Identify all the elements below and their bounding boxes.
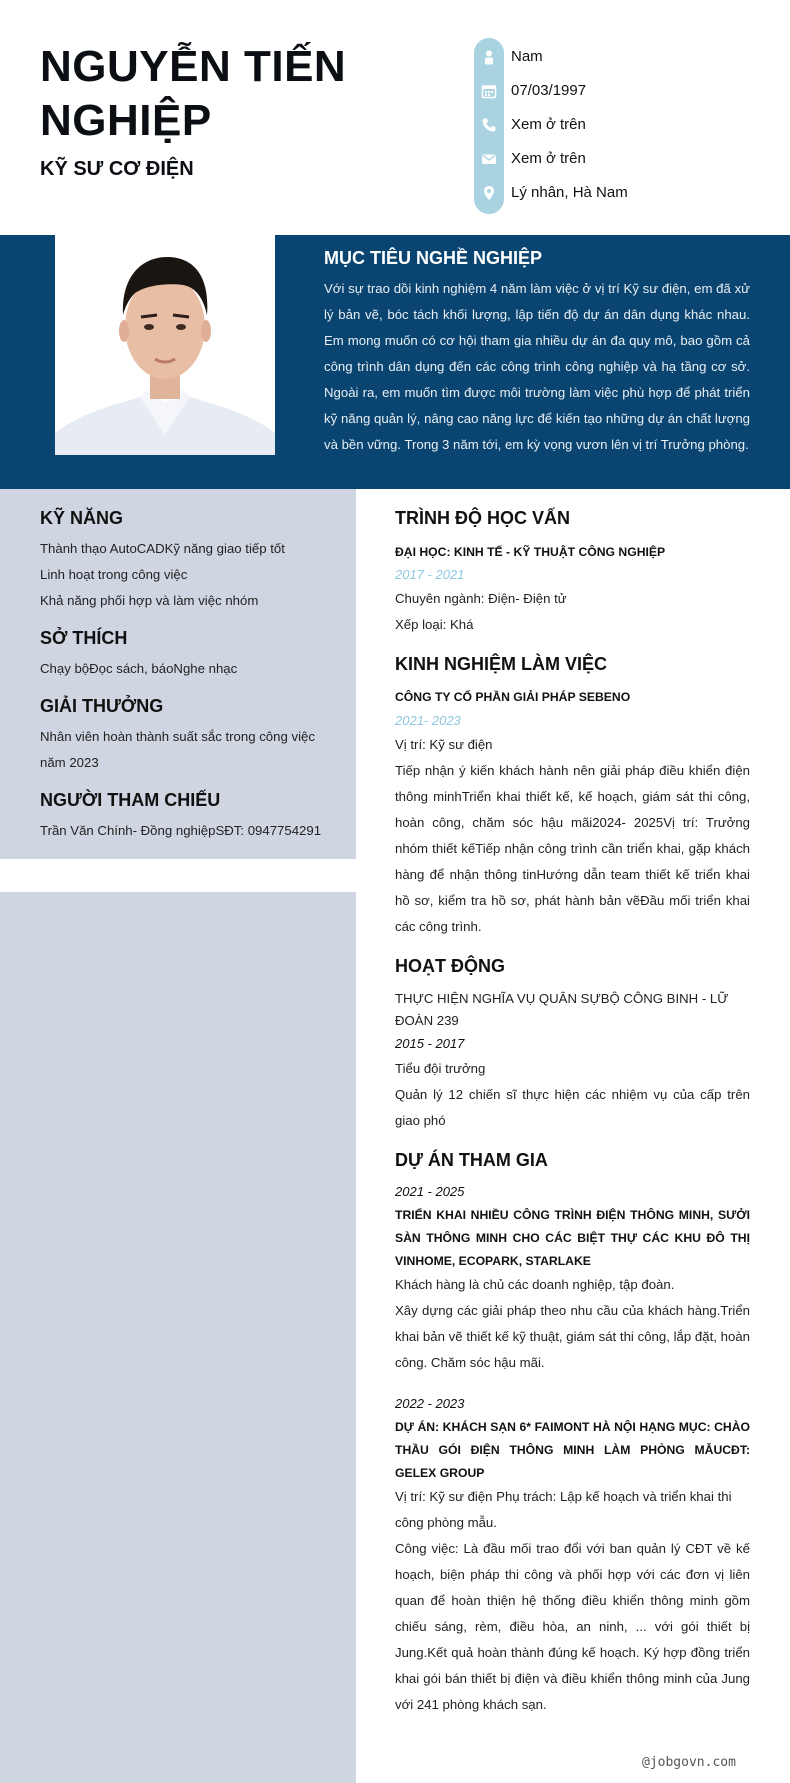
project-client: Khách hàng là chủ các doanh nghiệp, tập đoàn. (395, 1277, 675, 1292)
contact-birthdate: 07/03/1997 (511, 82, 587, 99)
project-title: TRIỂN KHAI NHIỀU CÔNG TRÌNH ĐIỆN THÔNG MINH, SƯỞI SÀN THÔNG MINH CHO CÁC BIỆT THỰ CÁC KHU ĐÔ THỊ VINHOME, ECOPARK, STARLAKE (395, 1208, 750, 1268)
education-school: ĐẠI HỌC: KINH TẾ - KỸ THUẬT CÔNG NGHIỆP (395, 545, 666, 559)
contact-gender: Nam (511, 48, 543, 65)
person-icon (474, 40, 504, 74)
skills-heading: KỸ NĂNG (40, 508, 124, 528)
contact-email: Xem ở trên (511, 150, 586, 167)
projects-heading: DỰ ÁN THAM GIA (395, 1150, 548, 1170)
awards-text: Nhân viên hoàn thành suất sắc trong công việc năm 2023 (40, 729, 315, 770)
profile-photo (55, 235, 275, 455)
skill-item: Linh hoạt trong công việc (40, 567, 188, 582)
location-icon (474, 176, 504, 210)
awards-heading: GIẢI THƯỞNG (40, 696, 164, 716)
education-major: Chuyên ngành: Điện- Điện tử (395, 591, 567, 606)
project-period: 2021 - 2025 (395, 1184, 465, 1199)
candidate-name: NGUYỄN TIẾN NGHIỆP (40, 42, 347, 145)
references-text: Trần Văn Chính- Đồng nghiệpSĐT: 0947754291 (40, 823, 322, 838)
project-title: DỰ ÁN: KHÁCH SẠN 6* FAIMONT HÀ NỘI HẠNG MỤC: CHÀO THẦU GÓI ĐIỆN THÔNG MINH LÀM PHÒNG MẪUCĐT: GELEX GROUP (395, 1420, 750, 1480)
project-description: Xây dựng các giải pháp theo nhu cầu của khách hàng.Triển khai bản vẽ thiết kế kỹ thuật, giám sát thi công, lắp đặt, hoàn công. Chăm sóc hậu mãi. (395, 1303, 750, 1370)
experience-description: Tiếp nhận ý kiến khách hành nên giải pháp điều khiển điện thông minhTriển khai thiết kế, kế hoạch, giám sát thi công, hoàn công, chăm sóc hậu mãi2024- 2025Vị trí: Trưởng nhóm thiết kếTiếp nhận công trình cần triển khai, gặp khách hàng để nhận thông tinHướng dẫn team thiết kế triển khai hồ sơ, kiểm tra hồ sơ, phát hành bản vẽĐầu mối triển khai các công trình. (395, 763, 750, 934)
sidebar-bottom (0, 892, 356, 1783)
experience-position: Vị trí: Kỹ sư điện (395, 737, 493, 752)
experience-period: 2021- 2023 (395, 713, 461, 728)
hobbies-text: Chạy bộĐọc sách, báoNghe nhạc (40, 661, 238, 676)
project-period: 2022 - 2023 (395, 1396, 465, 1411)
contact-phone: Xem ở trên (511, 116, 586, 133)
project-client: Vị trí: Kỹ sư điện Phụ trách: Lập kế hoạch và triển khai thi công phòng mẫu. (395, 1489, 732, 1530)
experience-company: CÔNG TY CỔ PHẦN GIẢI PHÁP SEBENO (395, 690, 631, 704)
mail-icon (474, 142, 504, 176)
experience-heading: KINH NGHIỆM LÀM VIỆC (395, 654, 608, 674)
skill-item: Thành thạo AutoCADKỹ năng giao tiếp tốt (40, 541, 285, 556)
education-heading: TRÌNH ĐỘ HỌC VẤN (395, 508, 570, 528)
activities-heading: HOẠT ĐỘNG (395, 956, 505, 976)
activities-role: Tiểu đội trưởng (395, 1061, 486, 1076)
calendar-icon (474, 74, 504, 108)
education-period: 2017 - 2021 (395, 567, 465, 582)
activities-org: THỰC HIỆN NGHĨA VỤ QUÂN SỰBỘ CÔNG BINH - LỮ ĐOÀN 239 (395, 991, 729, 1028)
objective-heading: MỤC TIÊU NGHỀ NGHIỆP (324, 248, 543, 268)
education-grade: Xếp loại: Khá (395, 617, 474, 632)
hobbies-heading: SỞ THÍCH (40, 628, 128, 648)
activities-period: 2015 - 2017 (395, 1036, 465, 1051)
job-title: KỸ SƯ CƠ ĐIỆN (40, 158, 194, 180)
activities-description: Quản lý 12 chiến sĩ thực hiện các nhiệm vụ của cấp trên giao phó (395, 1087, 750, 1128)
watermark: @jobgovn.com (642, 1755, 736, 1770)
project-description: Công việc: Là đầu mối trao đổi với ban quản lý CĐT về kế hoạch, biện pháp thi công và phối hợp với các đơn vị liên quan để hoàn thiện hệ thống điều khiển thông minh gồm chiếu sáng, rèm, điều hòa, an ninh, ... với gói thiết bị Jung.Kết quả hoàn thành đúng kế hoạch. Ký hợp đồng triển khai gói bán thiết bị điện và điều khiển thông minh của Jung với 241 phòng khách sạn. (395, 1541, 750, 1712)
contact-address: Lý nhân, Hà Nam (511, 184, 628, 201)
references-heading: NGƯỜI THAM CHIẾU (40, 790, 221, 810)
objective-text: Với sự trao dồi kinh nghiệm 4 năm làm việc ở vị trí Kỹ sư điện, em đã xử lý bản vẽ, bóc tách khối lượng, lập tiến độ dự án dân dụng khác nhau. Em mong muốn có cơ hội tham gia nhiều dự án đa quy mô, bao gồm cả công trình dân dụng đến các công trình công nghiệp và hạ tầng cơ sở. Ngoài ra, em muốn tìm được môi trường làm việc phù hợp để phát triển kỹ năng quản lý, nâng cao năng lực để kiến tạo những dự án chất lượng và bền vững. Trong 3 năm tới, em kỳ vọng vươn lên vị trí Trưởng phòng. (324, 281, 750, 452)
skill-item: Khả năng phối hợp và làm việc nhóm (40, 593, 259, 608)
phone-icon (474, 108, 504, 142)
